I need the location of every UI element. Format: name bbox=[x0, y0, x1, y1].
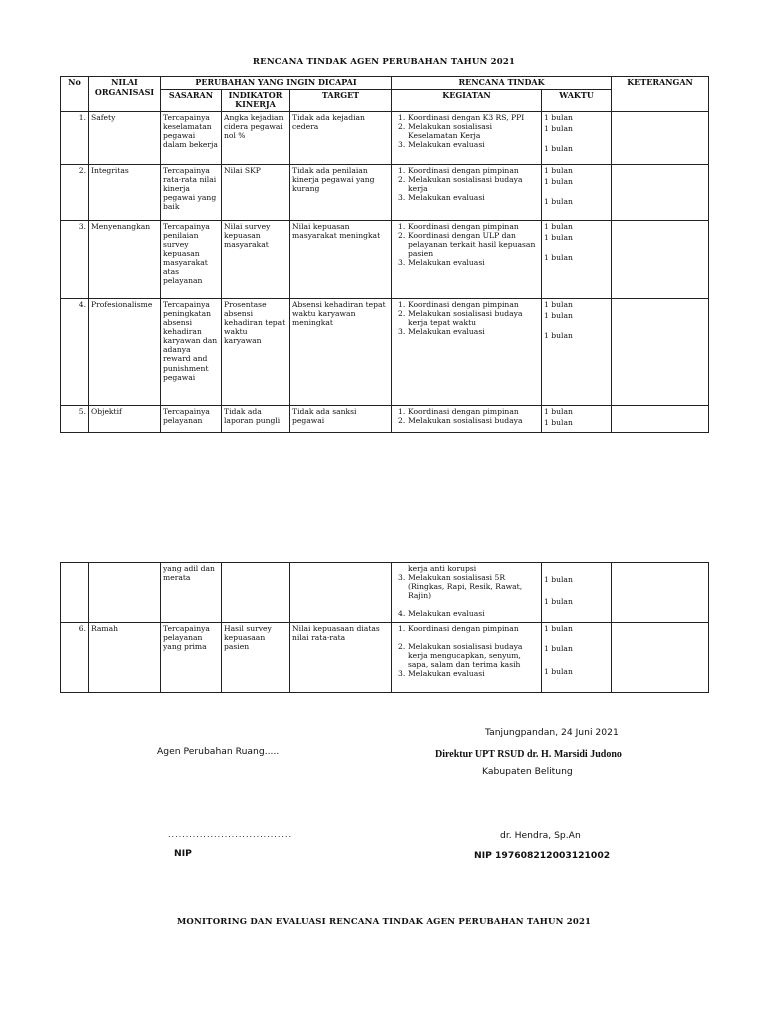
cell-sasaran: Tercapainya pelayanan bbox=[161, 405, 222, 432]
kegiatan-item: 3. Melakukan evaluasi bbox=[398, 669, 485, 679]
cell-nilai: Safety bbox=[89, 111, 161, 164]
cell-sasaran: Tercapainya penilaian survey kepuasan masyarakat atas pelayanan bbox=[161, 220, 222, 298]
kegiatan-item: 2. Melakukan sosialisasi budaya bbox=[398, 415, 523, 425]
table-row bbox=[61, 623, 709, 693]
kegiatan-item: 1. Koordinasi dengan pimpinan bbox=[398, 624, 519, 633]
table-row bbox=[61, 111, 709, 164]
cell-target: Absensi kehadiran tepat waktu karyawan meningkat bbox=[290, 298, 392, 405]
cell-no: 5. bbox=[61, 405, 89, 432]
waktu-item: 1 bulan bbox=[544, 644, 573, 653]
kegiatan-item: 1. Koordinasi dengan pimpinan bbox=[398, 221, 519, 231]
cell-keterangan bbox=[612, 405, 709, 432]
waktu-item: 1 bulan bbox=[544, 123, 573, 133]
cell-waktu bbox=[542, 405, 612, 432]
cell-sasaran: Tercapainya pelayanan yang prima bbox=[161, 623, 222, 693]
cell-indikator: Tidak ada laporan pungli bbox=[222, 405, 290, 432]
cell-indikator: Nilai survey kepuasan masyarakat bbox=[222, 220, 290, 298]
cell-waktu bbox=[542, 298, 612, 405]
kegiatan-item: 2. Melakukan sosialisasi budaya kerja mengucapkan, senyum, sapa, salam dan terima kasih bbox=[398, 642, 523, 670]
cell-kegiatan bbox=[392, 220, 542, 298]
cell-waktu bbox=[542, 111, 612, 164]
kegiatan-item: 3. Melakukan evaluasi bbox=[398, 140, 485, 150]
kegiatan-item: kerja anti korupsi bbox=[408, 564, 477, 573]
header-target: TARGET bbox=[290, 89, 392, 111]
waktu-item: 1 bulan bbox=[544, 310, 573, 320]
monitoring-title: MONITORING DAN EVALUASI RENCANA TINDAK AGEN PERUBAHAN TAHUN 2021 bbox=[176, 917, 592, 927]
nip-left: NIP bbox=[174, 848, 192, 859]
cell-indikator: Angka kejadian cidera pegawai nol % bbox=[222, 111, 290, 164]
cell-sasaran: Tercapainya keselamatan pegawai dalam bekerja bbox=[161, 111, 222, 164]
waktu-item: 1 bulan bbox=[544, 176, 573, 186]
signature-dots: ................................... bbox=[168, 830, 293, 839]
cell-indikator: Hasil survey kepuasaan pasien bbox=[222, 623, 290, 693]
cell-indikator: Nilai SKP bbox=[222, 164, 290, 220]
header-kegiatan: KEGIATAN bbox=[392, 89, 542, 111]
cell-nilai: Ramah bbox=[89, 623, 161, 693]
action-plan-table bbox=[60, 76, 709, 433]
kegiatan-item: 2. Melakukan sosialisasi budaya kerja tepat waktu bbox=[398, 308, 523, 327]
waktu-item: 1 bulan bbox=[544, 330, 573, 340]
cell-nilai: Integritas bbox=[89, 164, 161, 220]
kegiatan-item: 1. Koordinasi dengan pimpinan bbox=[398, 299, 519, 309]
cell-indikator: Prosentase absensi kehadiran tepat waktu karyawan bbox=[222, 298, 290, 405]
cell-keterangan bbox=[612, 220, 709, 298]
cell-kegiatan bbox=[392, 111, 542, 164]
table-row bbox=[61, 405, 709, 432]
cell-kegiatan bbox=[392, 623, 542, 693]
action-plan-table-continued bbox=[60, 562, 709, 693]
cell-no: 2. bbox=[61, 164, 89, 220]
kegiatan-item: 4. Melakukan evaluasi bbox=[398, 609, 485, 619]
waktu-item: 1 bulan bbox=[544, 143, 573, 153]
waktu-item: 1 bulan bbox=[544, 112, 573, 122]
kegiatan-item: 1. Koordinasi dengan pimpinan bbox=[398, 406, 519, 416]
waktu-item: 1 bulan bbox=[544, 575, 573, 584]
cell-no: 6. bbox=[61, 623, 89, 693]
cell-waktu bbox=[542, 220, 612, 298]
waktu-item: 1 bulan bbox=[544, 299, 573, 309]
kegiatan-item: 2. Melakukan sosialisasi budaya kerja bbox=[398, 174, 523, 193]
header-rencana-tindak: RENCANA TINDAK bbox=[392, 77, 612, 90]
cell-kegiatan bbox=[392, 298, 542, 405]
cell-kegiatan bbox=[392, 563, 542, 623]
cell-keterangan bbox=[612, 164, 709, 220]
director-title: Direktur UPT RSUD dr. H. Marsidi Judono bbox=[435, 749, 622, 760]
waktu-item: 1 bulan bbox=[544, 165, 573, 175]
kegiatan-item: 3. Melakukan sosialisasi 5R (Ringkas, Rapi, Resik, Rawat, Rajin) bbox=[398, 573, 523, 601]
cell-no: 4. bbox=[61, 298, 89, 405]
kegiatan-item: 2. Melakukan sosialisasi Keselamatan Kerja bbox=[398, 121, 493, 140]
cell-nilai: Menyenangkan bbox=[89, 220, 161, 298]
cell-target: Tidak ada penilaian kinerja pegawai yang kurang bbox=[290, 164, 392, 220]
nip-right: NIP 197608212003121002 bbox=[474, 850, 611, 861]
waktu-item: 1 bulan bbox=[544, 406, 573, 416]
cell-nilai: Profesionalisme bbox=[89, 298, 161, 405]
waktu-item: 1 bulan bbox=[544, 196, 573, 206]
cell-keterangan bbox=[612, 623, 709, 693]
cell-kegiatan bbox=[392, 164, 542, 220]
waktu-item: 1 bulan bbox=[544, 417, 573, 427]
agent-title: Agen Perubahan Ruang..... bbox=[157, 746, 280, 757]
header-sasaran: SASARAN bbox=[161, 89, 222, 111]
table-row bbox=[61, 220, 709, 298]
kegiatan-item: 1. Koordinasi dengan K3 RS, PPI bbox=[398, 112, 525, 122]
cell-waktu bbox=[542, 164, 612, 220]
waktu-item: 1 bulan bbox=[544, 252, 573, 262]
place-date: Tanjungpandan, 24 Juni 2021 bbox=[485, 727, 619, 738]
waktu-item: 1 bulan bbox=[544, 667, 573, 676]
cell-kegiatan bbox=[392, 405, 542, 432]
cell-no: 3. bbox=[61, 220, 89, 298]
cell-keterangan bbox=[612, 111, 709, 164]
table-row bbox=[61, 298, 709, 405]
cell-target: Nilai kepuasaan diatas nilai rata-rata bbox=[290, 623, 392, 693]
cell-waktu bbox=[542, 563, 612, 623]
table-body bbox=[61, 111, 709, 432]
header-nilai-organisasi: NILAI ORGANISASI bbox=[89, 77, 161, 112]
kegiatan-item: 3. Melakukan evaluasi bbox=[398, 327, 485, 337]
header-waktu: WAKTU bbox=[542, 89, 612, 111]
header-keterangan: KETERANGAN bbox=[612, 77, 709, 112]
cell-target: Nilai kepuasan masyarakat meningkat bbox=[290, 220, 392, 298]
waktu-item: 1 bulan bbox=[544, 624, 573, 633]
cell-sasaran: yang adil dan merata bbox=[161, 563, 222, 623]
header-no: No bbox=[61, 77, 89, 112]
director-name: dr. Hendra, Sp.An bbox=[500, 830, 581, 841]
waktu-item: 1 bulan bbox=[544, 232, 573, 242]
cell-sasaran: Tercapainya rata-rata nilai kinerja pegawai yang baik bbox=[161, 164, 222, 220]
kegiatan-item: 3. Melakukan evaluasi bbox=[398, 193, 485, 203]
kegiatan-item: 3. Melakukan evaluasi bbox=[398, 258, 485, 268]
cell-target: Tidak ada sanksi pegawai bbox=[290, 405, 392, 432]
header-indikator: INDIKATOR KINERJA bbox=[222, 89, 290, 111]
cell-no: 1. bbox=[61, 111, 89, 164]
kegiatan-item: 2. Koordinasi dengan ULP dan pelayanan terkait hasil kepuasan pasien bbox=[398, 230, 536, 259]
kabupaten-label: Kabupaten Belitung bbox=[482, 766, 573, 777]
cell-sasaran: Tercapainya peningkatan absensi kehadiran karyawan dan adanya reward and punishment pegawai bbox=[161, 298, 222, 405]
cell-keterangan bbox=[612, 298, 709, 405]
waktu-item: 1 bulan bbox=[544, 221, 573, 231]
kegiatan-item: 1. Koordinasi dengan pimpinan bbox=[398, 165, 519, 175]
cell-waktu bbox=[542, 623, 612, 693]
table-row bbox=[61, 563, 709, 623]
header-perubahan: PERUBAHAN YANG INGIN DICAPAI bbox=[161, 77, 392, 90]
table-row bbox=[61, 164, 709, 220]
cell-target: Tidak ada kejadian cedera bbox=[290, 111, 392, 164]
cell-nilai: Objektif bbox=[89, 405, 161, 432]
waktu-item: 1 bulan bbox=[544, 597, 573, 606]
document-title: RENCANA TINDAK AGEN PERUBAHAN TAHUN 2021 bbox=[252, 57, 516, 67]
